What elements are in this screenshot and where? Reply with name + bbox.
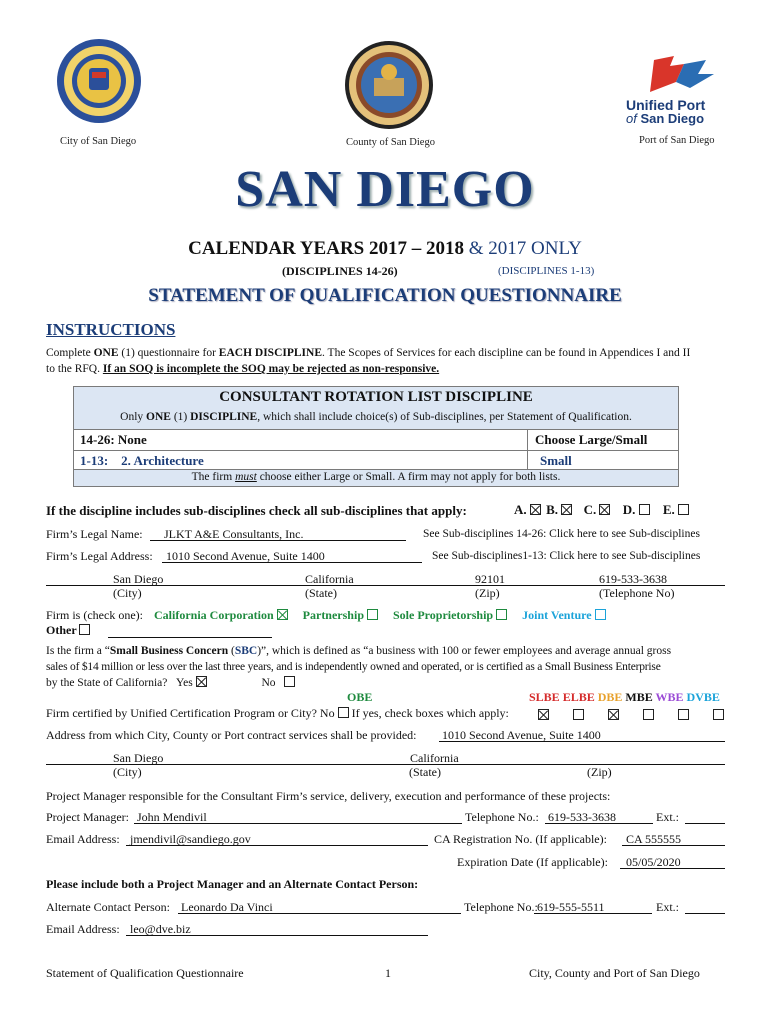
sbc-yes-checkbox[interactable] — [196, 676, 207, 687]
service-address-field[interactable]: 1010 Second Avenue, Suite 1400 — [442, 728, 601, 742]
discipline-1-13[interactable]: 1-13: 2. Architecture — [80, 453, 204, 468]
other-row: Other — [46, 623, 90, 638]
service-zip-label: (Zip) — [587, 765, 612, 779]
service-state-label: (State) — [409, 765, 441, 779]
page-number: 1 — [385, 966, 391, 980]
alternate-note: Please include both a Project Manager and an Alternate Contact Person: — [46, 877, 419, 891]
subdisciplines-options: A. B. C. D. E. — [514, 502, 689, 518]
form-title: STATEMENT OF QUALIFICATION QUESTIONNAIRE — [148, 285, 622, 306]
service-address-label: Address from which City, County or Port contract services shall be provided: — [46, 728, 417, 742]
obe-checkbox[interactable] — [538, 709, 549, 720]
ca-reg-field[interactable]: CA 555555 — [626, 832, 682, 846]
cert-checkboxes — [538, 706, 724, 724]
alt-ext-label: Ext.: — [656, 900, 679, 914]
mbe-checkbox[interactable] — [678, 709, 689, 720]
ucp-no-checkbox[interactable] — [338, 707, 349, 718]
firm-zip-label: (Zip) — [475, 586, 500, 600]
firm-city-label: (City) — [113, 586, 142, 600]
elbe-checkbox[interactable] — [608, 709, 619, 720]
footer-right: City, County and Port of San Diego — [529, 966, 700, 980]
instructions-text: Complete ONE (1) questionnaire for EACH DISCIPLINE. The Scopes of Services for each discipline can be found in Appendices I and II to the RFQ. If an SOQ is incomplete the SOQ may be rejected as non-responsive. — [46, 347, 691, 375]
firm-state[interactable]: California — [305, 572, 354, 586]
city-seal — [56, 38, 142, 124]
firm-phone-label: (Telephone No) — [599, 586, 675, 600]
city-caption: City of San Diego — [60, 136, 137, 147]
ca-reg-label: CA Registration No. (If applicable): — [434, 832, 607, 846]
instructions-heading: INSTRUCTIONS — [46, 320, 176, 339]
firm-type-row: Firm is (check one): California Corporation Partnership Sole Proprietorship Joint Venture — [46, 608, 606, 623]
firm-city[interactable]: San Diego — [113, 572, 164, 586]
service-city-label: (City) — [113, 765, 142, 779]
port-logo-sail-icon — [640, 52, 720, 98]
port-caption: Port of San Diego — [639, 135, 715, 146]
port-logo-text: Unified Port of San Diego — [626, 97, 706, 126]
sbc-no-checkbox[interactable] — [284, 676, 295, 687]
joint-venture-checkbox[interactable] — [595, 609, 606, 620]
alt-email-label: Email Address: — [46, 922, 120, 936]
cert-question: Firm certified by Unified Certification Program or City? No If yes, check boxes which apply: — [46, 706, 509, 720]
alt-email-field[interactable]: leo@dve.biz — [130, 922, 191, 936]
pm-tel-field[interactable]: 619-533-3638 — [548, 810, 616, 824]
page-title: SAN DIEGO — [235, 161, 535, 218]
subdisciplines-1-13-link[interactable]: See Sub-disciplines1-13: Click here to see Sub-disciplines — [432, 550, 701, 562]
obe-label: OBE — [347, 690, 373, 704]
slbe-checkbox[interactable] — [573, 709, 584, 720]
county-caption: County of San Diego — [346, 137, 435, 148]
subdisciplines-14-26-link[interactable]: See Sub-disciplines 14-26: Click here to see Sub-disciplines — [423, 528, 700, 540]
pm-name-field[interactable]: John Mendivil — [137, 810, 207, 824]
pm-intro: Project Manager responsible for the Consultant Firm’s service, delivery, execution and performance of these projects: — [46, 789, 611, 803]
disciplines-b: (DISCIPLINES 1-13) — [498, 265, 595, 277]
legal-name-label: Firm’s Legal Name: — [46, 527, 143, 541]
subdisciplines-label: If the discipline includes sub-disciplines check all sub-disciplines that apply: — [46, 503, 467, 518]
service-state[interactable]: California — [410, 751, 459, 765]
county-seal — [344, 40, 434, 130]
partnership-checkbox[interactable] — [367, 609, 378, 620]
choose-size-label: Choose Large/Small — [535, 432, 648, 447]
subdiscipline-c-checkbox[interactable] — [599, 504, 610, 515]
subdiscipline-e-checkbox[interactable] — [678, 504, 689, 515]
expiration-label: Expiration Date (If applicable): — [457, 855, 608, 869]
sole-proprietorship-checkbox[interactable] — [496, 609, 507, 620]
firm-state-label: (State) — [305, 586, 337, 600]
sbc-question: Is the firm a “Small Business Concern (SBC)”, which is defined as “a business with 100 or fewer employees and average annual gross sales of $14 million or less over the last three years, and is independently owned and operated, or is certified as a Small Business Enterprise by the State of California? Yes No — [46, 645, 672, 689]
pm-email-field[interactable]: jmendivil@sandiego.gov — [130, 832, 251, 846]
subdiscipline-a-checkbox[interactable] — [530, 504, 541, 515]
pm-label: Project Manager: — [46, 810, 129, 824]
wbe-checkbox[interactable] — [713, 709, 724, 720]
pm-tel-label: Telephone No.: — [465, 810, 539, 824]
size-select[interactable]: Small — [540, 453, 572, 468]
discipline-14-26[interactable]: 14-26: None — [80, 432, 147, 447]
alt-tel-field[interactable]: 619-555-5511 — [537, 900, 605, 914]
subdiscipline-d-checkbox[interactable] — [639, 504, 650, 515]
alt-label: Alternate Contact Person: — [46, 900, 170, 914]
other-checkbox[interactable] — [79, 624, 90, 635]
firm-phone[interactable]: 619-533-3638 — [599, 572, 667, 586]
rotation-title: CONSULTANT ROTATION LIST DISCIPLINE — [219, 389, 533, 405]
rotation-note: The firm must choose either Large or Small. A firm may not apply for both lists. — [191, 471, 561, 483]
pm-ext-label: Ext.: — [656, 810, 679, 824]
legal-address-field[interactable]: 1010 Second Avenue, Suite 1400 — [166, 549, 325, 563]
disciplines-a: (DISCIPLINES 14-26) — [282, 264, 398, 278]
expiration-field[interactable]: 05/05/2020 — [626, 855, 681, 869]
alt-tel-label: Telephone No.: — [464, 900, 538, 914]
rotation-subtitle: Only ONE (1) DISCIPLINE, which shall include choice(s) of Sub-disciplines, per Statement of Qualification. — [120, 411, 632, 423]
firm-zip[interactable]: 92101 — [475, 572, 505, 586]
corporation-checkbox[interactable] — [277, 609, 288, 620]
legal-name-field[interactable]: JLKT A&E Consultants, Inc. — [164, 527, 304, 541]
cert-type-labels: SLBE ELBE DBE MBE WBE DVBE — [529, 690, 720, 704]
dbe-checkbox[interactable] — [643, 709, 654, 720]
footer-left: Statement of Qualification Questionnaire — [46, 966, 244, 980]
pm-email-label: Email Address: — [46, 832, 120, 846]
service-city[interactable]: San Diego — [113, 751, 164, 765]
years-line: CALENDAR YEARS 2017 – 2018 & 2017 ONLY — [188, 238, 582, 259]
alt-name-field[interactable]: Leonardo Da Vinci — [181, 900, 273, 914]
subdiscipline-b-checkbox[interactable] — [561, 504, 572, 515]
legal-address-label: Firm’s Legal Address: — [46, 549, 153, 563]
